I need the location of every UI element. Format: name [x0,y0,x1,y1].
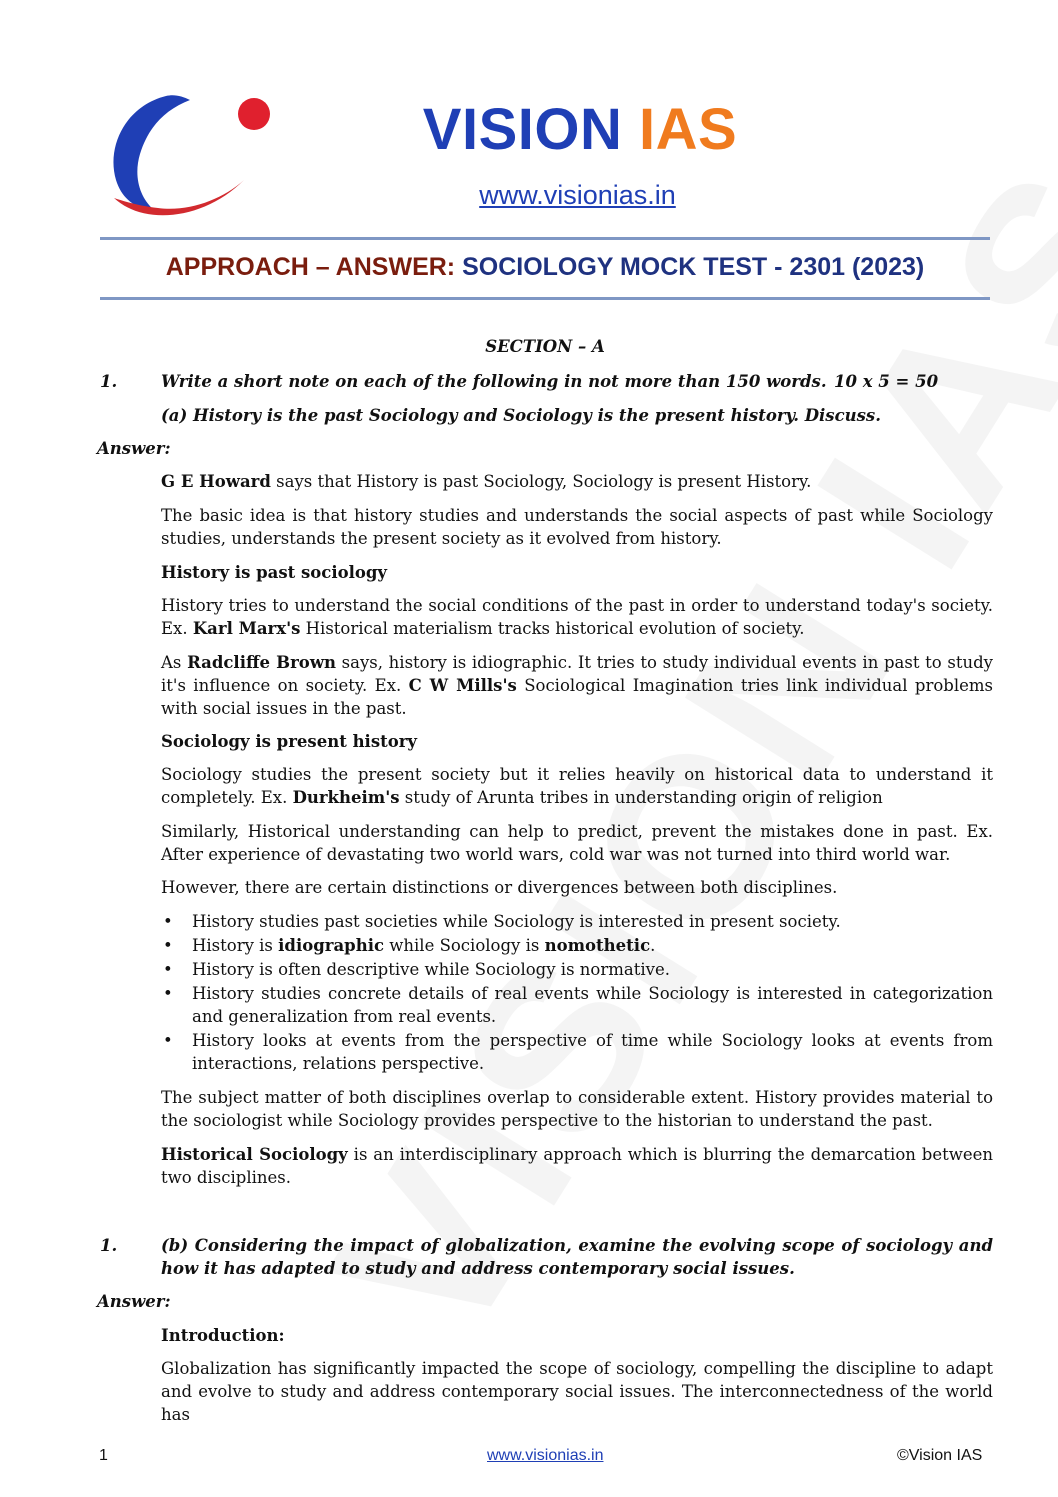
text-run: says that History is past Sociology, Sociology is present History. [270,472,812,491]
subheading: Introduction: [161,1326,285,1345]
question-number: 1. [100,372,118,391]
paragraph: The basic idea is that history studies and understands the social aspects of past while Sociology studies, understands the present society as it evolved from history. [161,506,993,548]
title-test-name: SOCIOLOGY MOCK TEST - 2301 (2023) [462,253,925,281]
paragraph: Globalization has significantly impacted the scope of sociology, compelling the discipline to adapt and evolve to study and address contemporary social issues. The interconnectedness of the world has [161,1359,993,1424]
list-item: • History studies concrete details of real events while Sociology is interested in categorization and generalization from real events. [161,982,993,1028]
bold-term: idiographic [278,936,385,955]
bold-term: Karl Marx's [192,619,301,638]
list-item: • History studies past societies while Sociology is interested in present society. [161,910,993,933]
text-run: History is [192,936,279,955]
paragraph [161,470,993,493]
text-run: says, history is idiographic. It tries to study individual events in past to study it's influence on society. Ex. [161,653,993,695]
paragraph: Similarly, Historical understanding can help to predict, prevent the mistakes done in past. Ex. After experience of devastating two world wars, cold war was not turned into third world war. [161,822,993,864]
page-number: 1 [99,1447,108,1464]
title-approach: APPROACH – ANSWER: [165,253,456,281]
vision-ias-logo [104,88,274,220]
header-rule-bottom [100,297,990,300]
text-run: Sociological Imagination tries link individual problems with social issues in the past. [161,676,993,718]
brand-title [415,96,745,163]
paragraph [161,651,993,720]
brand-ias: IAS [639,97,738,162]
question-part-a: (a) History is the past Sociology and Sociology is the present history. Discuss. [161,406,881,425]
paragraph [161,1143,993,1189]
bold-term: G E Howard [161,472,271,491]
question-marks: 10 x 5 = 50 [834,372,939,391]
text-run: . [650,936,656,955]
bold-term: C W Mills's [408,676,517,695]
bold-term: Historical Sociology [161,1145,348,1164]
text-run: Historical materialism tracks historical evolution of society. [300,619,805,638]
bold-term: Radcliffe Brown [187,653,337,672]
logo-blue-swoosh [113,95,190,210]
list-item: • History looks at events from the perspective of time while Sociology looks at events from interactions, relations perspective. [161,1029,993,1075]
text-run: while Sociology is [384,936,545,955]
bold-term: Durkheim's [292,788,400,807]
document-title [100,253,990,282]
answer-label: Answer: [97,1292,171,1311]
text-run: Sociology studies the present society but it relies heavily on historical data to understand it completely. Ex. [161,765,993,807]
question-number: 1. [100,1236,118,1255]
question-part-b: (b) Considering the impact of globalization, examine the evolving scope of sociology and how it has adapted to study and address contemporary social issues. [161,1236,993,1278]
question-prompt: Write a short note on each of the following in not more than 150 words. [161,372,827,391]
header-rule-top [100,237,990,240]
footer-copyright: ©Vision IAS [897,1447,983,1464]
logo-red-dot [238,98,270,130]
footer-link[interactable]: www.visionias.in [487,1447,604,1464]
subheading: History is past sociology [161,563,387,582]
website-link[interactable]: www.visionias.in [479,180,676,210]
answer-label: Answer: [97,439,171,458]
brand-vision: VISION [422,97,623,162]
text-run: History tries to understand the social conditions of the past in order to understand today's society. Ex. [161,596,993,638]
text-run: is an interdisciplinary approach which is blurring the demarcation between two disciplines. [161,1145,994,1187]
bullet-list [161,910,993,1076]
paragraph: However, there are certain distinctions or divergences between both disciplines. [161,878,838,897]
text-run: study of Arunta tribes in understanding origin of religion [399,788,883,807]
section-label: SECTION – A [485,337,605,356]
subheading: Sociology is present history [161,732,418,751]
list-item: • History is often descriptive while Sociology is normative. [161,958,993,981]
paragraph [161,763,993,809]
text-run: As [161,653,188,672]
paragraph [161,594,993,640]
list-item [161,934,993,957]
paragraph: The subject matter of both disciplines overlap to considerable extent. History provides material to the sociologist while Sociology provides perspective to the historian to understand the past. [161,1088,993,1130]
bold-term: nomothetic [544,936,651,955]
